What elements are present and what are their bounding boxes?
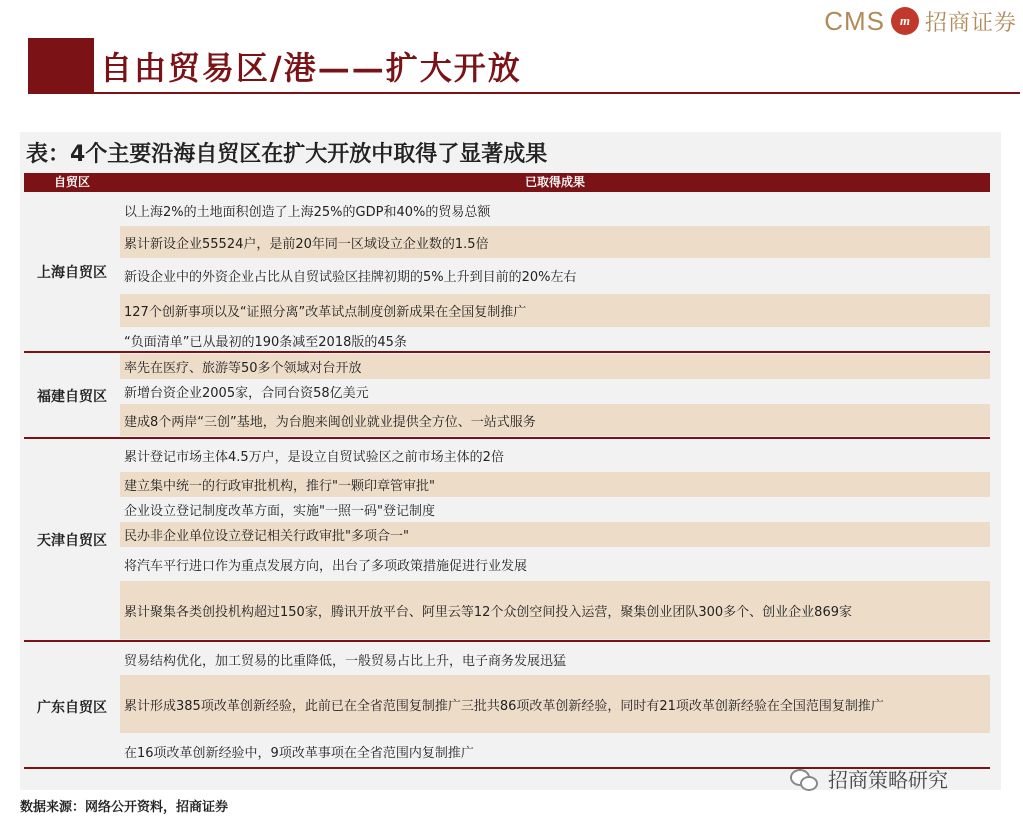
header-accent-block <box>28 38 94 94</box>
watermark-text: 招商策略研究 <box>828 768 948 792</box>
table-row: 127个创新事项以及“证照分离”改革试点制度创新成果在全国复制推广 <box>120 294 990 327</box>
logo-latin: CMS <box>824 5 885 36</box>
header-divider <box>28 92 1020 94</box>
table-row: 累计新设企业55524户，是前20年同一区域设立企业数的1.5倍 <box>120 226 990 258</box>
page-title: 自由贸易区/港——扩大开放 <box>100 49 522 87</box>
watermark <box>790 764 948 793</box>
table-row: 累计聚集各类创投机构超过150家，腾讯开放平台、阿里云等12个众创空间投入运营，聚集创业团队300多个、创业企业869家 <box>120 581 990 639</box>
group-divider <box>24 640 990 642</box>
table-row: 贸易结构优化，加工贸易的比重降低，一般贸易占比上升，电子商务发展迅猛 <box>124 653 567 669</box>
table-row: 建立集中统一的行政审批机构，推行"一颗印章管审批" <box>120 472 990 497</box>
region-shanghai: 上海自贸区 <box>37 265 107 281</box>
data-source-note: 数据来源：网络公开资料，招商证券 <box>20 800 229 815</box>
wechat-icon <box>790 767 820 791</box>
table-row: 以上海2%的土地面积创造了上海25%的GDP和40%的贸易总额 <box>124 204 491 220</box>
table-row: 累计形成385项改革创新经验，此前已在全省范围复制推广三批共86项改革创新经验，同时有21项改革创新经验在全国范围复制推广 <box>120 675 990 733</box>
column-header-region: 自贸区 <box>24 173 120 192</box>
table-row: “负面清单”已从最初的190条减至2018版的45条 <box>124 334 407 350</box>
region-fujian: 福建自贸区 <box>37 389 107 405</box>
table-row: 率先在医疗、旅游等50多个领域对台开放 <box>120 354 990 379</box>
table-row: 累计登记市场主体4.5万户，是设立自贸试验区之前市场主体的2倍 <box>124 449 504 465</box>
group-divider <box>24 351 990 353</box>
table-row: 民办非企业单位设立登记相关行政审批"多项合一" <box>120 522 990 547</box>
table-row: 企业设立登记制度改革方面，实施"一照一码"登记制度 <box>124 503 435 519</box>
region-guangdong: 广东自贸区 <box>37 700 107 716</box>
table-row: 建成8个两岸“三创”基地，为台胞来闽创业就业提供全方位、一站式服务 <box>120 404 990 436</box>
table-row: 新设企业中的外资企业占比从自贸试验区挂牌初期的5%上升到目前的20%左右 <box>124 269 577 285</box>
table-row: 在16项改革创新经验中，9项改革事项在全省范围内复制推广 <box>124 745 474 761</box>
logo-mark-icon: m <box>891 7 919 35</box>
table-row: 将汽车平行进口作为重点发展方向，出台了多项政策措施促进行业发展 <box>124 558 528 574</box>
column-header-results: 已取得成果 <box>120 173 990 192</box>
group-divider <box>24 437 990 439</box>
table-title: 表：4个主要沿海自贸区在扩大开放中取得了显著成果 <box>26 142 548 167</box>
region-tianjin: 天津自贸区 <box>37 533 107 549</box>
logo-cn: 招商证券 <box>924 10 1017 36</box>
cms-logo <box>824 4 1017 38</box>
table-row: 新增台资企业2005家，合同台资58亿美元 <box>124 385 369 401</box>
